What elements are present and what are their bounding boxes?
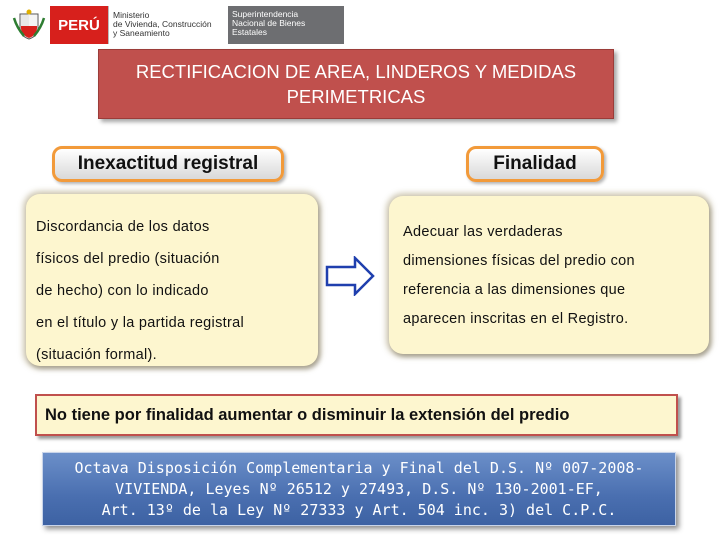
definition-line: (situación formal). bbox=[36, 347, 157, 363]
title-line-1: RECTIFICACION DE AREA, LINDEROS Y MEDIDAS bbox=[135, 61, 577, 82]
legal-reference-box bbox=[42, 452, 676, 526]
purpose-line: Adecuar las verdaderas bbox=[403, 224, 563, 240]
definition-line: Discordancia de los datos bbox=[36, 219, 210, 235]
definition-box bbox=[26, 194, 318, 366]
title-line-2: PERIMETRICAS bbox=[286, 86, 426, 107]
legal-line: Octava Disposición Complementaria y Final del D.S. Nº 007-2008- bbox=[74, 458, 644, 477]
label-finalidad: Finalidad bbox=[466, 146, 604, 182]
header-logo-strip bbox=[8, 6, 344, 44]
note-bar: No tiene por finalidad aumentar o disminuir la extensión del predio bbox=[35, 394, 678, 436]
national-crest-icon bbox=[8, 6, 50, 44]
purpose-line: referencia a las dimensiones que bbox=[403, 282, 626, 298]
definition-line: de hecho) con lo indicado bbox=[36, 283, 209, 299]
ministry-name: Ministerio de Vivienda, Construcción y Saneamiento bbox=[108, 6, 228, 44]
peru-logo: PERÚ bbox=[50, 6, 108, 44]
definition-line: físicos del predio (situación bbox=[36, 251, 220, 267]
legal-line: Art. 13º de la Ley Nº 27333 y Art. 504 inc. 3) del C.P.C. bbox=[101, 500, 617, 519]
legal-line: VIVIENDA, Leyes Nº 26512 y 27493, D.S. Nº 130-2001-EF, bbox=[115, 479, 603, 498]
agency-name: Superintendencia Nacional de Bienes Estatales bbox=[228, 6, 344, 44]
right-arrow-icon bbox=[325, 256, 375, 296]
slide-title bbox=[98, 49, 614, 119]
definition-line: en el título y la partida registral bbox=[36, 315, 244, 331]
label-inexactitud-registral: Inexactitud registral bbox=[52, 146, 284, 182]
purpose-line: dimensiones físicas del predio con bbox=[403, 253, 635, 269]
purpose-box bbox=[389, 196, 709, 354]
purpose-line: aparecen inscritas en el Registro. bbox=[403, 311, 629, 327]
